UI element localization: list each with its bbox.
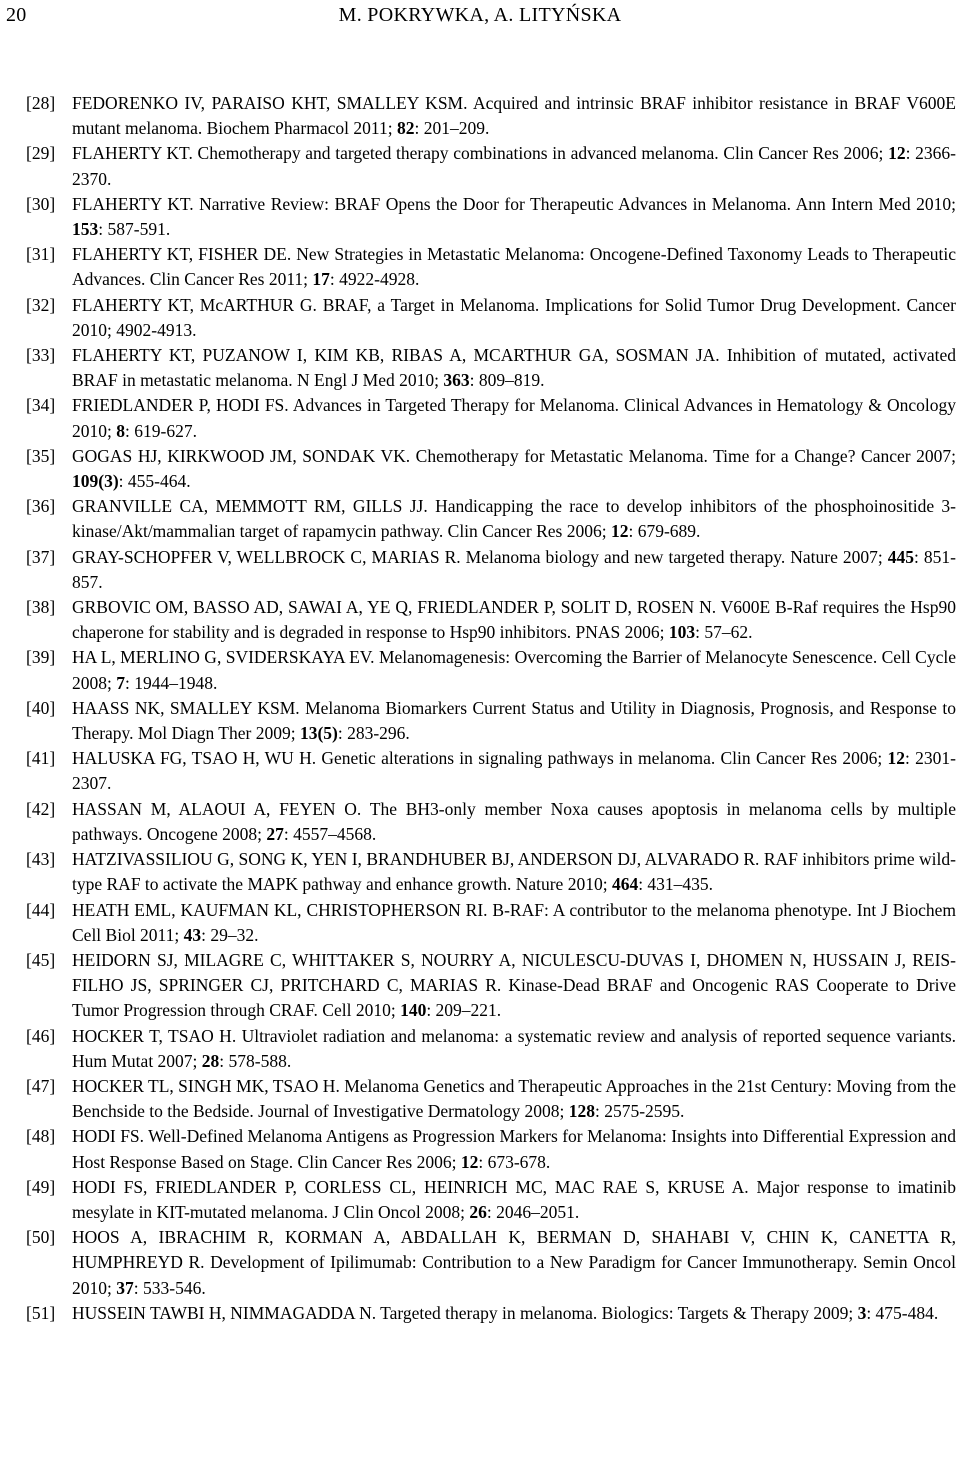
reference-citation: : 2046–2051. (486, 1201, 580, 1222)
reference-citation: GRAY-SCHOPFER V, WELLBROCK C, MARIAS R. Melanoma biology and new targeted therapy. Nature 2007; (72, 546, 888, 567)
reference-text (72, 345, 956, 390)
reference-citation: FLAHERTY KT, McARTHUR G. BRAF, a Target in Melanoma. Implications for Solid Tumor Drug Development. Cancer 2010; 4902-4913. (72, 294, 956, 340)
reference-entry (26, 1024, 956, 1074)
reference-entry (26, 393, 956, 443)
reference-entry (26, 91, 956, 141)
reference-entry (26, 595, 956, 645)
reference-citation: HODI FS, FRIEDLANDER P, CORLESS CL, HEINRICH MC, MAC RAE S, KRUSE A. Major response to imatinib mesylate in KIT-mutated melanoma. J Clin Oncol 2008; (72, 1176, 956, 1222)
reference-volume: 12 (887, 748, 906, 769)
reference-volume: 13(5) (299, 723, 338, 744)
reference-text (72, 799, 956, 844)
reference-entry (26, 1301, 956, 1326)
reference-number: [38] (26, 597, 56, 618)
reference-volume: 153 (72, 219, 99, 240)
reference-citation: HOCKER T, TSAO H. Ultraviolet radiation and melanoma: a systematic review and analysis of reported sequence variants. Hum Mutat 2007; (72, 1025, 956, 1071)
reference-citation: : 475-484. (866, 1302, 939, 1323)
reference-citation: HALUSKA FG, TSAO H, WU H. Genetic alterations in signaling pathways in melanoma. Clin Cancer Res 2006; (72, 748, 888, 769)
reference-number: [34] (26, 395, 56, 416)
reference-citation: HOOS A, IBRACHIM R, KORMAN A, ABDALLAH K, BERMAN D, SHAHABI V, CHIN K, CANETTA R, HUMPHREYD R. Development of Ipilimumab: Contribution to a New Paradigm for Cancer Immunotherapy. Semin Oncol 2010; (72, 1227, 956, 1298)
reference-entry (26, 141, 956, 191)
reference-volume: 445 (887, 546, 915, 567)
reference-volume: 28 (201, 1050, 220, 1071)
reference-entry (26, 948, 956, 1024)
reference-citation: HAASS NK, SMALLEY KSM. Melanoma Biomarkers Current Status and Utility in Diagnosis, Prognosis, and Response to Therapy. Mol Diagn Ther 2009; (72, 697, 956, 744)
reference-citation: FLAHERTY KT, FISHER DE. New Strategies in Metastatic Melanoma: Oncogene-Defined Taxonomy Leads to Therapeutic Advances. Clin Cancer Res 2011; (72, 244, 956, 290)
reference-citation: : 29–32. (201, 924, 259, 945)
reference-citation: HUSSEIN TAWBI H, NIMMAGADDA N. Targeted therapy in melanoma. Biologics: Targets & Therapy 2009; (72, 1302, 858, 1323)
reference-number: [36] (26, 496, 56, 517)
reference-entry (26, 192, 956, 242)
reference-volume: 464 (611, 874, 639, 895)
reference-number: [48] (26, 1126, 56, 1147)
reference-entry (26, 343, 956, 393)
reference-list (26, 91, 956, 1326)
reference-citation: : 455-464. (118, 471, 191, 492)
reference-entry (26, 847, 956, 897)
reference-text (72, 1177, 956, 1222)
reference-number: [33] (26, 345, 56, 366)
reference-citation: HEIDORN SJ, MILAGRE C, WHITTAKER S, NOURRY A, NICULESCU-DUVAS I, DHOMEN N, HUSSAIN J, REIS-FILHO JS, SPRINGER CJ, PRITCHARD C, MARIAS R. Kinase-Dead BRAF and Oncogenic RAS Cooperate to Drive Tumor Progression through CRAF. Cell 2010; (72, 949, 956, 1021)
reference-citation: : 679-689. (628, 521, 701, 542)
reference-entry (26, 898, 956, 948)
reference-citation: : 533-546. (133, 1277, 206, 1298)
reference-volume: 128 (568, 1101, 595, 1122)
reference-citation: : 2366-2370. (72, 143, 956, 189)
reference-volume: 12 (888, 143, 906, 164)
reference-entry (26, 1225, 956, 1301)
reference-entry (26, 242, 956, 292)
page-header (0, 0, 960, 30)
reference-volume: 37 (116, 1277, 134, 1298)
reference-text (72, 950, 956, 1020)
reference-citation: : 283-296. (337, 723, 410, 744)
reference-text (72, 647, 956, 692)
reference-text (72, 395, 956, 440)
reference-volume: 140 (400, 1000, 427, 1021)
reference-citation: : 2575-2595. (594, 1101, 685, 1122)
reference-citation: HEATH EML, KAUFMAN KL, CHRISTOPHERSON RI. B-RAF: A contributor to the melanoma phenotype. Int J Biochem Cell Biol 2011; (72, 899, 956, 945)
reference-number: [35] (26, 445, 56, 466)
reference-text (72, 1076, 956, 1121)
reference-text (72, 143, 956, 188)
reference-volume: 27 (266, 823, 284, 844)
reference-number: [31] (26, 244, 56, 265)
reference-number: [39] (26, 647, 56, 668)
reference-number: [37] (26, 546, 56, 567)
reference-citation: : 587-591. (98, 219, 171, 240)
reference-text (72, 748, 956, 793)
reference-volume: 12 (610, 521, 629, 542)
reference-text (72, 1026, 956, 1071)
reference-number: [51] (26, 1302, 56, 1323)
reference-text (72, 446, 956, 491)
reference-text (72, 900, 956, 945)
reference-citation: : 4557–4568. (283, 823, 377, 844)
reference-number: [29] (26, 143, 56, 164)
reference-citation: HA L, MERLINO G, SVIDERSKAYA EV. Melanomagenesis: Overcoming the Barrier of Melanocyte Senescence. Cell Cycle 2008; (72, 647, 956, 693)
reference-number: [42] (26, 798, 56, 819)
reference-number: [30] (26, 193, 56, 214)
reference-citation: : 578-588. (219, 1050, 292, 1071)
reference-volume: 82 (396, 118, 415, 139)
reference-volume: 109(3) (72, 471, 119, 492)
reference-text (72, 547, 956, 592)
reference-entry (26, 1074, 956, 1124)
reference-number: [50] (26, 1227, 56, 1248)
reference-citation: GRBOVIC OM, BASSO AD, SAWAI A, YE Q, FRIEDLANDER P, SOLIT D, ROSEN N. V600E B-Raf requires the Hsp90 chaperone for stability and is degraded in response to Hsp90 inhibitors. PNAS 2006; (72, 597, 956, 643)
reference-citation: FLAHERTY KT, PUZANOW I, KIM KB, RIBAS A, MCARTHUR GA, SOSMAN JA. Inhibition of mutated, activated BRAF in metastatic melanoma. N Engl J Med 2010; (72, 345, 956, 391)
reference-citation: GOGAS HJ, KIRKWOOD JM, SONDAK VK. Chemotherapy for Metastatic Melanoma. Time for a Change? Cancer 2007; (72, 445, 956, 466)
page-number: 20 (6, 4, 27, 26)
reference-volume: 7 (116, 672, 125, 693)
reference-citation: HODI FS. Well-Defined Melanoma Antigens as Progression Markers for Melanoma: Insights into Differential Expression and Host Response Based on Stage. Clin Cancer Res 2006; (72, 1126, 956, 1172)
reference-text (72, 849, 956, 894)
reference-text (72, 1227, 956, 1297)
reference-entry (26, 1175, 956, 1225)
reference-volume: 43 (183, 924, 202, 945)
reference-text (72, 597, 956, 642)
reference-number: [40] (26, 697, 56, 718)
reference-number: [43] (26, 849, 56, 870)
reference-volume: 26 (469, 1201, 487, 1222)
reference-volume: 12 (460, 1151, 479, 1172)
reference-citation: FEDORENKO IV, PARAISO KHT, SMALLEY KSM. Acquired and intrinsic BRAF inhibitor resistance in BRAF V600E mutant melanoma. Biochem Pharmacol 2011; (72, 93, 956, 139)
reference-citation: : 201–209. (414, 118, 490, 139)
reference-citation: : 673-678. (478, 1151, 551, 1172)
reference-number: [44] (26, 899, 56, 920)
reference-citation: : 57–62. (695, 622, 753, 643)
reference-citation: HASSAN M, ALAOUI A, FEYEN O. The BH3-only member Noxa causes apoptosis in melanoma cells by multiple pathways. Oncogene 2008; (72, 798, 956, 844)
reference-citation: FLAHERTY KT. Narrative Review: BRAF Opens the Door for Therapeutic Advances in Melanoma. Ann Intern Med 2010; (72, 193, 956, 214)
reference-citation: : 209–221. (426, 1000, 502, 1021)
reference-volume: 103 (668, 622, 696, 643)
reference-entry (26, 696, 956, 746)
running-title: M. POKRYWKA, A. LITYŃSKA (338, 4, 622, 26)
reference-number: [28] (26, 93, 56, 113)
reference-citation: : 4922-4928. (329, 269, 420, 290)
reference-number: [32] (26, 294, 56, 315)
reference-entry (26, 545, 956, 595)
reference-number: [49] (26, 1176, 56, 1197)
reference-citation: : 809–819. (469, 370, 545, 391)
reference-entry (26, 444, 956, 494)
reference-entry (26, 293, 956, 343)
reference-citation: GRANVILLE CA, MEMMOTT RM, GILLS JJ. Handicapping the race to develop inhibitors of the phosphoinositide 3-kinase/Akt/mammalian target of rapamycin pathway. Clin Cancer Res 2006; (72, 496, 956, 542)
reference-entry (26, 494, 956, 544)
reference-citation: : 2301-2307. (72, 748, 956, 794)
reference-entry (26, 1124, 956, 1174)
reference-citation: : 1944–1948. (125, 672, 218, 693)
reference-number: [46] (26, 1025, 56, 1046)
reference-text (72, 244, 956, 289)
reference-entry (26, 746, 956, 796)
reference-volume: 3 (857, 1302, 867, 1323)
reference-text (72, 698, 956, 743)
reference-number: [41] (26, 748, 56, 769)
reference-volume: 17 (312, 269, 330, 290)
reference-number: [47] (26, 1075, 56, 1096)
reference-volume: 8 (116, 420, 125, 441)
reference-entry (26, 797, 956, 847)
reference-text (72, 1303, 938, 1323)
reference-text (72, 1126, 956, 1171)
reference-entry (26, 645, 956, 695)
reference-text (72, 496, 956, 541)
reference-citation: HATZIVASSILIOU G, SONG K, YEN I, BRANDHUBER BJ, ANDERSON DJ, ALVARADO R. RAF inhibitors prime wild-type RAF to activate the MAPK pathway and enhance growth. Nature 2010; (72, 849, 956, 895)
reference-citation: : 619-627. (125, 420, 197, 441)
reference-volume: 363 (443, 370, 470, 391)
reference-text (72, 93, 956, 138)
reference-citation: FRIEDLANDER P, HODI FS. Advances in Targeted Therapy for Melanoma. Clinical Advances in Hematology & Oncology 2010; (72, 395, 956, 441)
reference-number: [45] (26, 949, 56, 970)
reference-text (72, 194, 956, 239)
reference-citation: : 431–435. (638, 874, 714, 895)
reference-citation: : 851-857. (72, 546, 956, 592)
reference-citation: HOCKER TL, SINGH MK, TSAO H. Melanoma Genetics and Therapeutic Approaches in the 21st Century: Moving from the Benchside to the Bedside. Journal of Investigative Dermatology 2008; (72, 1075, 956, 1122)
reference-text (72, 295, 956, 340)
reference-citation: FLAHERTY KT. Chemotherapy and targeted therapy combinations in advanced melanoma. Clin Cancer Res 2006; (72, 143, 889, 164)
